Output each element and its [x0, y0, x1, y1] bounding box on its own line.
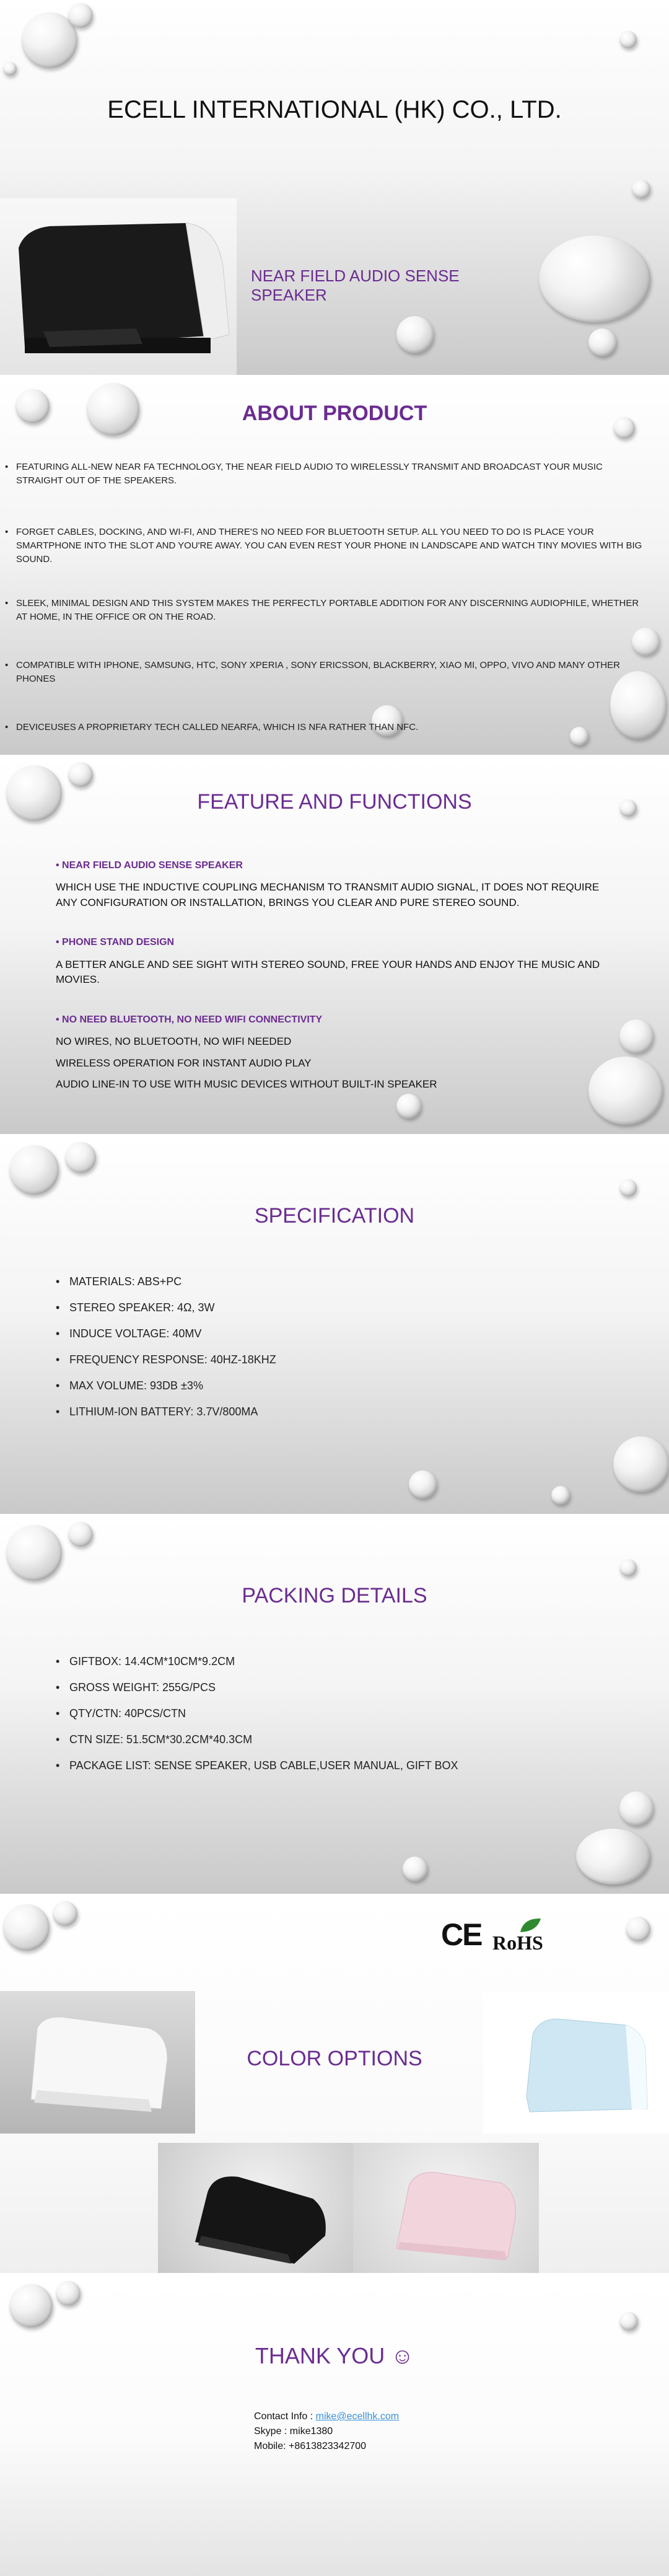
blue-speaker-image: [483, 1991, 669, 2134]
features-title: FEATURE AND FUNCTIONS: [197, 790, 472, 814]
spec-item: • STEREO SPEAKER: 4Ω, 3W: [56, 1301, 276, 1327]
about-item: • COMPATIBLE WITH IPHONE, SAMSUNG, HTC, SONY XPERIA , SONY ERICSSON, BLACKBERRY, XIAO MI, OPPO, VIVO AND MANY OTHER PHONES: [5, 659, 649, 721]
water-drop: [6, 1525, 62, 1581]
spec-item: • MATERIALS: ABS+PC: [56, 1275, 276, 1301]
water-drop: [68, 762, 93, 787]
pink-speaker-photo: [353, 2143, 539, 2273]
colors-title: COLOR OPTIONS: [247, 2047, 422, 2070]
water-drop: [3, 62, 17, 76]
water-drop: [68, 1522, 93, 1547]
blue-speaker-photo: [483, 1991, 669, 2134]
water-drop: [396, 1094, 421, 1119]
water-drop: [551, 1486, 570, 1505]
feature-text: WIRELESS OPERATION FOR INSTANT AUDIO PLAY: [56, 1057, 312, 1069]
skype-line: Skype : mike1380: [254, 2426, 333, 2437]
water-drop: [613, 1436, 669, 1492]
about-title: ABOUT PRODUCT: [242, 402, 427, 425]
feature-heading: • PHONE STAND DESIGN: [56, 937, 175, 948]
spec-item: • INDUCE VOLTAGE: 40MV: [56, 1327, 276, 1353]
feature-heading: • NO NEED BLUETOOTH, NO NEED WIFI CONNECTIVITY: [56, 1014, 323, 1025]
feature-heading-text: NO NEED BLUETOOTH, NO NEED WIFI CONNECTIVITY: [62, 1014, 323, 1025]
feature-text: NO WIRES, NO BLUETOOTH, NO WIFI NEEDED: [56, 1035, 292, 1048]
about-item: • DEVICEUSES A PROPRIETARY TECH CALLED NEARFA, WHICH IS NFA RATHER THAN NFC.: [5, 721, 649, 734]
thanks-title: THANK YOU ☺: [255, 2343, 414, 2368]
water-drop: [403, 1857, 427, 1881]
packing-item: • QTY/CTN: 40PCS/CTN: [56, 1707, 458, 1733]
water-drop: [539, 235, 650, 322]
black-speaker-photo: [158, 2143, 362, 2273]
rohs-mark: [492, 1917, 561, 1954]
spec-list: [56, 1275, 276, 1431]
black-speaker-image: [0, 198, 237, 375]
packing-item: • PACKAGE LIST: SENSE SPEAKER, USB CABLE,USER MANUAL, GIFT BOX: [56, 1759, 458, 1785]
contact-line: [254, 2409, 399, 2424]
water-drop: [396, 316, 434, 353]
rohs-text: RoHS: [492, 1932, 543, 1954]
water-drop: [53, 1901, 77, 1926]
spec-item: • MAX VOLUME: 93DB ±3%: [56, 1379, 276, 1405]
water-drop: [68, 3, 93, 28]
feature-text: A BETTER ANGLE AND SEE SIGHT WITH STEREO SOUND, FREE YOUR HANDS AND ENJOY THE MUSIC AND MOVIES.: [56, 958, 600, 986]
pink-speaker-image: [353, 2143, 539, 2273]
water-drop: [65, 1142, 96, 1173]
packing-item: • GIFTBOX: 14.4CM*10CM*9.2CM: [56, 1655, 458, 1681]
feature-text: WHICH USE THE INDUCTIVE COUPLING MECHANISM TO TRANSMIT AUDIO SIGNAL, IT DOES NOT REQUIRE ANY CONFIGURATION OR INSTALLATION, BRINGS YOU CLEAR AND PURE STEREO SOUND.: [56, 881, 600, 908]
packing-list: [56, 1655, 458, 1785]
water-drop: [619, 31, 637, 48]
water-drop: [619, 1019, 654, 1053]
water-drop: [9, 2284, 53, 2328]
about-item: • FEATURING ALL-NEW NEAR FA TECHNOLOGY, THE NEAR FIELD AUDIO TO WIRELESSLY TRANSMIT AND BROADCAST YOUR MUSIC STRAIGHT OUT OF THE SPEAKERS.: [5, 460, 649, 525]
contact-label: Contact Info :: [254, 2411, 316, 2422]
water-drop: [9, 1145, 59, 1195]
about-item: • SLEEK, MINIMAL DESIGN AND THIS SYSTEM MAKES THE PERFECTLY PORTABLE ADDITION FOR ANY DISCERNING AUDIOPHILE, WHETHER AT HOME, IN THE OFFICE OR ON THE ROAD.: [5, 597, 649, 659]
features-slide: [0, 759, 669, 1134]
specification-slide: [0, 1139, 669, 1514]
about-list: [5, 460, 649, 734]
product-name: NEAR FIELD AUDIO SENSE SPEAKER: [251, 266, 460, 304]
packing-title: PACKING DETAILS: [242, 1584, 427, 1607]
specification-title: SPECIFICATION: [254, 1204, 415, 1228]
water-drop: [409, 1470, 437, 1498]
email-link[interactable]: mike@ecellhk.com: [315, 2411, 400, 2422]
thanks-slide: [0, 2278, 669, 2576]
cover-slide: [0, 0, 669, 375]
water-drop: [576, 1829, 650, 1884]
about-slide: [0, 380, 669, 755]
water-drop: [619, 1791, 654, 1826]
colors-slide: [0, 1898, 669, 2273]
feature-text: AUDIO LINE-IN TO USE WITH MUSIC DEVICES WITHOUT BUILT-IN SPEAKER: [56, 1078, 437, 1091]
feature-heading-text: PHONE STAND DESIGN: [62, 937, 175, 948]
packing-slide: [0, 1519, 669, 1894]
water-drop: [588, 328, 616, 356]
water-drop: [619, 1179, 637, 1197]
ce-mark: CE: [441, 1917, 482, 1952]
packing-item: • CTN SIZE: 51.5CM*30.2CM*40.3CM: [56, 1733, 458, 1759]
spec-item: • LITHIUM-ION BATTERY: 3.7V/800MA: [56, 1405, 276, 1431]
water-drop: [3, 1904, 50, 1951]
contact-info: [254, 2409, 399, 2454]
mobile-line: Mobile: +8613823342700: [254, 2441, 367, 2451]
about-item: • FORGET CABLES, DOCKING, AND WI-FI, AND THERE'S NO NEED FOR BLUETOOTH SETUP. ALL YOU NEED TO DO IS PLACE YOUR SMARTPHONE INTO THE SLOT AND YOU'RE AWAY. YOU CAN EVEN REST YOUR PHONE IN LANDSCAPE AND WATCH TINY MOVIES WITH BIG SOUND.: [5, 525, 649, 597]
product-photo: [0, 198, 237, 375]
water-drop: [632, 180, 650, 198]
water-drop: [626, 1917, 650, 1941]
water-drop: [619, 1559, 637, 1576]
packing-item: • GROSS WEIGHT: 255G/PCS: [56, 1681, 458, 1707]
company-name: ECELL INTERNATIONAL (HK) CO., LTD.: [107, 96, 562, 123]
spec-item: • FREQUENCY RESPONSE: 40HZ-18KHZ: [56, 1353, 276, 1379]
feature-heading-text: NEAR FIELD AUDIO SENSE SPEAKER: [62, 860, 243, 871]
black-speaker-color-image: [158, 2143, 362, 2273]
water-drop: [56, 2281, 81, 2306]
feature-block: [56, 858, 601, 1092]
water-drop: [619, 2312, 638, 2331]
feature-heading: • NEAR FIELD AUDIO SENSE SPEAKER: [56, 860, 243, 871]
